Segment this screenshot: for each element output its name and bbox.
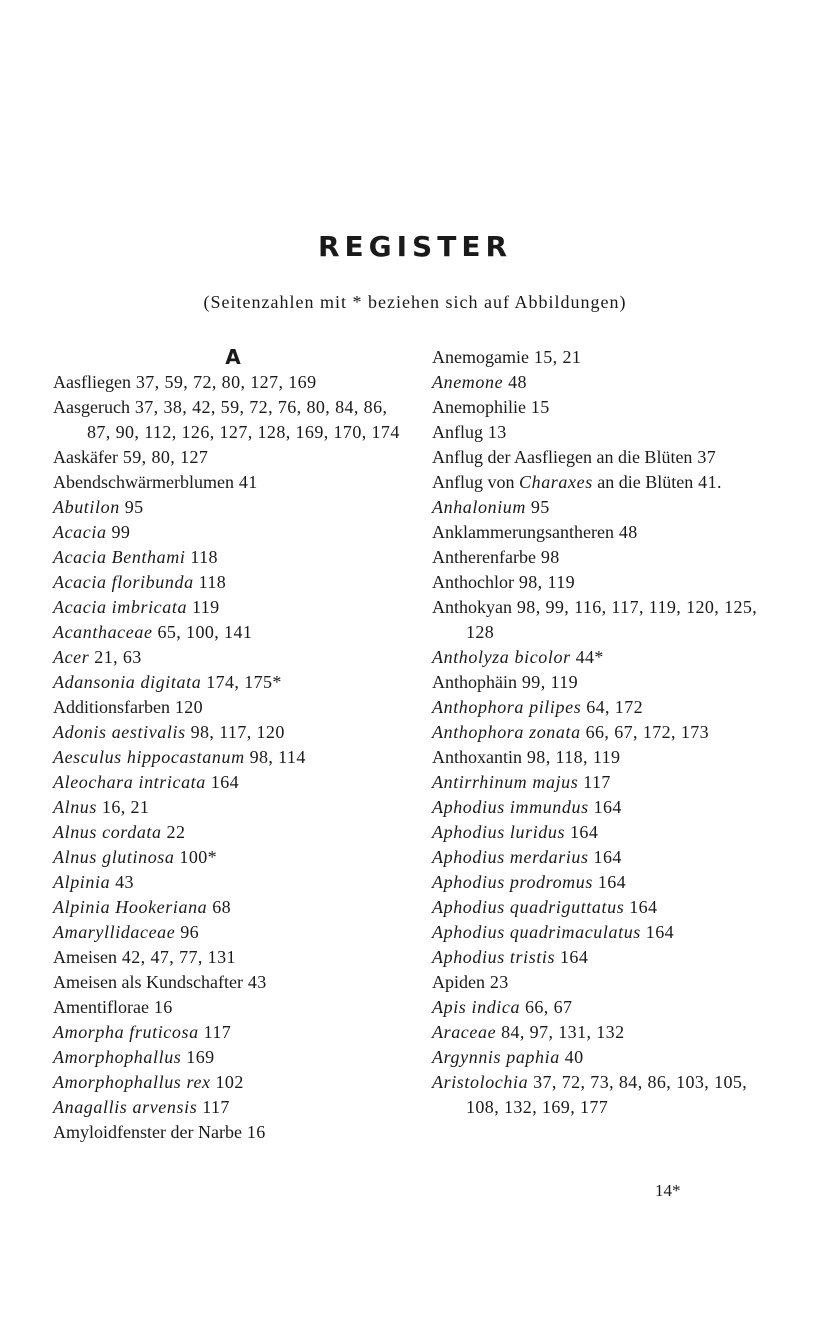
- index-entry: [53, 920, 403, 945]
- index-entry: [432, 445, 782, 470]
- index-term: Acacia: [53, 522, 107, 542]
- index-term: Alpinia Hookeriana: [53, 897, 208, 917]
- index-term: Acanthaceae: [53, 622, 153, 642]
- index-pages: 16: [241, 1122, 266, 1142]
- index-term: Abutilon: [53, 497, 120, 517]
- index-entry: [53, 570, 403, 595]
- index-term: Aphodius tristis: [432, 947, 556, 967]
- index-entry: [53, 1120, 403, 1145]
- index-entry: [53, 1095, 403, 1120]
- index-pages: 99: [106, 522, 131, 542]
- index-pages: 48: [613, 522, 638, 542]
- index-entry: [432, 795, 782, 820]
- index-pages: 37, 59, 72, 80, 127, 169: [130, 372, 317, 392]
- index-term: Aasgeruch: [53, 397, 130, 417]
- index-term: Anflug von Charaxes an die Blüten: [432, 472, 694, 492]
- index-entry: [432, 920, 782, 945]
- index-entry: [432, 1070, 782, 1120]
- page-title: REGISTER: [317, 230, 513, 263]
- index-entry: [432, 745, 782, 770]
- index-entry: [53, 820, 403, 845]
- index-entry: [432, 395, 782, 420]
- index-pages: 37: [692, 447, 717, 467]
- index-pages: 118: [193, 572, 227, 592]
- index-term: Apiden: [432, 972, 485, 992]
- index-term: Aasfliegen: [53, 372, 131, 392]
- index-pages: 65, 100, 141: [152, 622, 253, 642]
- index-entry: [432, 770, 782, 795]
- index-entry: [53, 945, 403, 970]
- index-term: Anagallis arvensis: [53, 1097, 198, 1117]
- index-term: Amentiflorae: [53, 997, 149, 1017]
- index-list-left: [53, 370, 403, 1145]
- index-pages: 41: [233, 472, 258, 492]
- index-term: Aesculus hippocastanum: [53, 747, 245, 767]
- index-term: Anemogamie: [432, 347, 529, 367]
- index-pages: 16, 21: [97, 797, 150, 817]
- index-pages: 117: [197, 1097, 230, 1117]
- index-entry: [432, 845, 782, 870]
- index-term: Apis indica: [432, 997, 521, 1017]
- index-entry: [53, 645, 403, 670]
- index-entry: [432, 345, 782, 370]
- index-term: Anthophäin: [432, 672, 517, 692]
- subtitle: (Seitenzahlen mit * beziehen sich auf Abbildungen): [203, 292, 627, 312]
- index-pages: 22: [161, 822, 186, 842]
- index-term: Amyloidfenster der Narbe: [53, 1122, 242, 1142]
- index-entry: [432, 1020, 782, 1045]
- index-pages: 169: [181, 1047, 215, 1067]
- page-number: 14*: [655, 1181, 681, 1200]
- index-entry: [53, 970, 403, 995]
- index-entry: [53, 595, 403, 620]
- index-pages: 41.: [693, 472, 722, 492]
- index-pages: 119: [187, 597, 220, 617]
- index-term: Ameisen als Kundschafter: [53, 972, 243, 992]
- index-column-right: [432, 345, 782, 1120]
- index-entry: [53, 620, 403, 645]
- index-pages: 98: [535, 547, 560, 567]
- index-term: Acacia imbricata: [53, 597, 188, 617]
- index-term: Aphodius quadriguttatus: [432, 897, 625, 917]
- index-pages: 16: [148, 997, 173, 1017]
- index-term: Aphodius quadrimaculatus: [432, 922, 641, 942]
- index-entry: [53, 670, 403, 695]
- index-pages: 40: [559, 1047, 584, 1067]
- index-pages: 174, 175*: [201, 672, 282, 692]
- index-pages: 84, 97, 131, 132: [496, 1022, 625, 1042]
- index-entry: [53, 445, 403, 470]
- index-entry: [432, 470, 782, 495]
- index-pages: 120: [169, 697, 204, 717]
- index-pages: 164: [588, 847, 622, 867]
- index-pages: 23: [485, 972, 509, 992]
- index-entry: [53, 470, 403, 495]
- index-entry: [53, 370, 403, 395]
- index-term: Antirrhinum majus: [432, 772, 579, 792]
- index-entry: [53, 795, 403, 820]
- index-pages: 164: [592, 872, 627, 892]
- index-term: Anklammerungsantheren: [432, 522, 614, 542]
- index-pages: 15, 21: [528, 347, 582, 367]
- index-term: Anthophora zonata: [432, 722, 581, 742]
- index-entry: [432, 545, 782, 570]
- index-entry: [432, 870, 782, 895]
- index-pages: 118: [185, 547, 218, 567]
- index-term: Alnus: [53, 797, 98, 817]
- index-pages: 98, 119: [513, 572, 576, 592]
- index-entry: [432, 645, 782, 670]
- index-pages: 66, 67: [520, 997, 573, 1017]
- index-entry: [53, 770, 403, 795]
- index-pages: 99, 119: [517, 672, 579, 692]
- section-letter: A: [225, 345, 241, 369]
- index-pages: 66, 67, 172, 173: [580, 722, 710, 742]
- index-pages: 98, 114: [244, 747, 306, 767]
- index-pages: 37, 38, 42, 59, 72, 76, 80, 84, 86, 87, 90, 112, 126, 127, 128, 169, 170, 174: [87, 397, 400, 442]
- index-entry: [53, 995, 403, 1020]
- index-term: Aleochara intricata: [53, 772, 206, 792]
- index-entry: [53, 720, 403, 745]
- index-entry: [432, 995, 782, 1020]
- index-pages: 98, 117, 120: [185, 722, 285, 742]
- index-term: Adansonia digitata: [53, 672, 202, 692]
- index-term: Anthophora pilipes: [432, 697, 582, 717]
- index-term: Argynnis paphia: [432, 1047, 560, 1067]
- index-entry: [432, 820, 782, 845]
- index-pages: 98, 99, 116, 117, 119, 120, 125, 128: [466, 597, 758, 642]
- index-entry: [432, 570, 782, 595]
- index-term: Antherenfarbe: [432, 547, 536, 567]
- index-term: Amorphophallus: [53, 1047, 182, 1067]
- index-term: Alpinia: [53, 872, 111, 892]
- index-pages: 68: [207, 897, 231, 917]
- index-entry: [53, 545, 403, 570]
- index-pages: 98, 118, 119: [522, 747, 621, 767]
- index-pages: 117: [578, 772, 611, 792]
- index-list-right: [432, 345, 782, 1120]
- index-term: Anthokyan: [432, 597, 512, 617]
- index-entry: [432, 495, 782, 520]
- index-column-left: [53, 345, 403, 1145]
- index-entry: [53, 745, 403, 770]
- index-pages: 164: [588, 797, 622, 817]
- index-pages: 164: [624, 897, 658, 917]
- index-pages: 100*: [174, 847, 218, 867]
- index-pages: 13: [483, 422, 507, 442]
- index-entry: [432, 420, 782, 445]
- index-term: Acacia floribunda: [53, 572, 194, 592]
- index-term: Antholyza bicolor: [432, 647, 571, 667]
- index-term: Additionsfarben: [53, 697, 170, 717]
- index-pages: 164: [555, 947, 589, 967]
- index-pages: 59, 80, 127: [117, 447, 209, 467]
- index-entry: [53, 695, 403, 720]
- index-term: Aristolochia: [432, 1072, 529, 1092]
- index-term: Anemone: [432, 372, 504, 392]
- index-entry: [432, 895, 782, 920]
- index-pages: 44*: [570, 647, 604, 667]
- index-pages: 95: [526, 497, 550, 517]
- index-pages: 95: [119, 497, 144, 517]
- index-pages: 117: [198, 1022, 232, 1042]
- index-entry: [53, 845, 403, 870]
- index-pages: 43: [242, 972, 267, 992]
- index-entry: [53, 395, 403, 445]
- index-term: Aphodius prodromus: [432, 872, 593, 892]
- index-entry: [432, 970, 782, 995]
- index-pages: 42, 47, 77, 131: [116, 947, 236, 967]
- index-pages: 21, 63: [89, 647, 142, 667]
- index-pages: 15: [525, 397, 550, 417]
- index-pages: 43: [110, 872, 134, 892]
- index-pages: 164: [205, 772, 239, 792]
- index-entry: [432, 720, 782, 745]
- index-entry: [432, 695, 782, 720]
- index-term: Abendschwärmerblumen: [53, 472, 234, 492]
- index-entry: [53, 870, 403, 895]
- index-entry: [432, 520, 782, 545]
- index-term: Amaryllidaceae: [53, 922, 176, 942]
- index-entry: [53, 495, 403, 520]
- index-term: Aphodius luridus: [432, 822, 566, 842]
- index-term: Anflug: [432, 422, 483, 442]
- index-entry: [432, 670, 782, 695]
- index-entry: [432, 945, 782, 970]
- index-term: Amorpha fruticosa: [53, 1022, 199, 1042]
- index-pages: 96: [175, 922, 200, 942]
- index-term: Anthoxantin: [432, 747, 522, 767]
- index-term: Anthochlor: [432, 572, 514, 592]
- index-term: Alnus glutinosa: [53, 847, 175, 867]
- index-term: Alnus cordata: [53, 822, 162, 842]
- index-entry: [432, 1045, 782, 1070]
- index-term: Amorphophallus rex: [53, 1072, 211, 1092]
- index-term: Aaskäfer: [53, 447, 118, 467]
- index-term: Anhalonium: [432, 497, 526, 517]
- index-pages: 102: [210, 1072, 244, 1092]
- index-pages: 48: [503, 372, 527, 392]
- index-pages: 37, 72, 73, 84, 86, 103, 105, 108, 132, 169, 177: [466, 1072, 748, 1117]
- index-term: Anflug der Aasfliegen an die Blüten: [432, 447, 693, 467]
- index-pages: 64, 172: [581, 697, 644, 717]
- index-term: Aphodius immundus: [432, 797, 589, 817]
- index-entry: [53, 1020, 403, 1045]
- index-term: Araceae: [432, 1022, 497, 1042]
- index-term: Acer: [53, 647, 90, 667]
- index-pages: 164: [565, 822, 599, 842]
- index-entry: [53, 895, 403, 920]
- index-entry: [53, 520, 403, 545]
- index-term: Acacia Benthami: [53, 547, 186, 567]
- index-entry: [432, 370, 782, 395]
- index-entry: [53, 1045, 403, 1070]
- index-term: Ameisen: [53, 947, 117, 967]
- index-entry: [432, 595, 782, 645]
- index-term: Anemophilie: [432, 397, 526, 417]
- index-entry: [53, 1070, 403, 1095]
- index-term: Adonis aestivalis: [53, 722, 186, 742]
- index-term: Aphodius merdarius: [432, 847, 589, 867]
- index-pages: 164: [640, 922, 675, 942]
